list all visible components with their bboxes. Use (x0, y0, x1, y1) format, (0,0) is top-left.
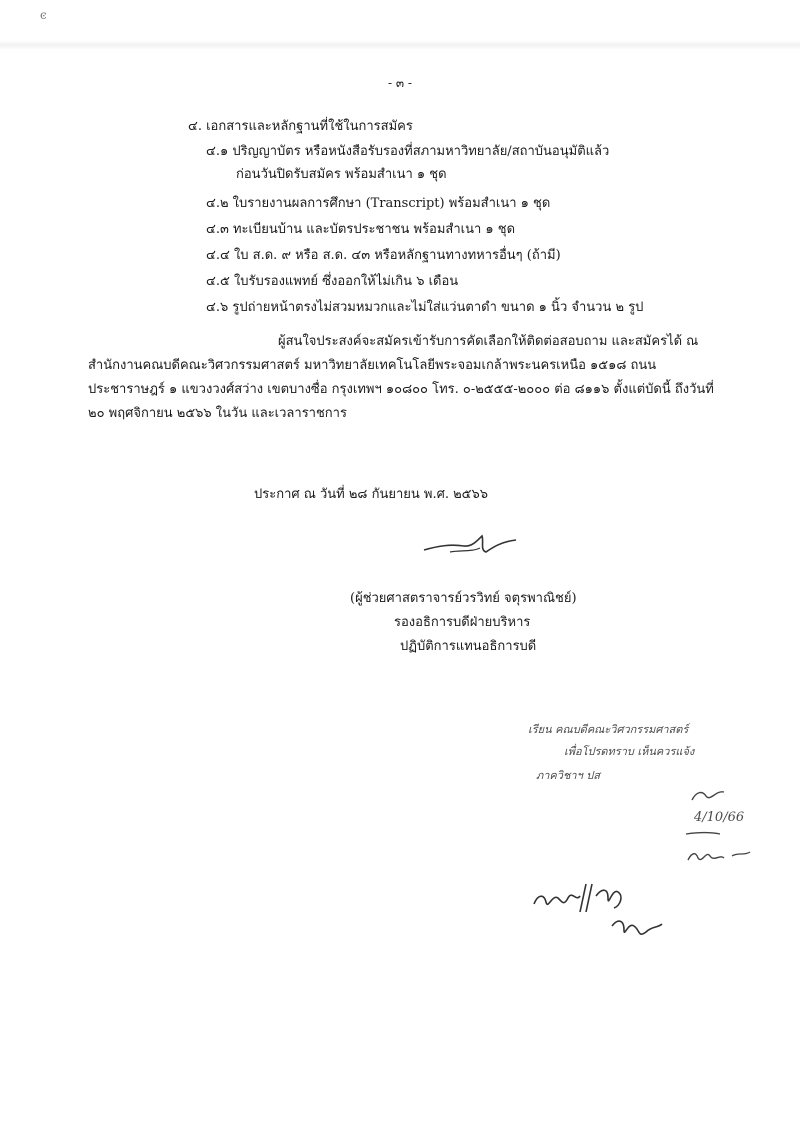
contact-paragraph: ผู้สนใจประสงค์จะสมัครเข้ารับการคัดเลือกให้ติดต่อสอบถาม และสมัครได้ ณ สำนักงานคณบดีคณะวิศวกรรมศาสตร์ มหาวิทยาลัยเทคโนโลยีพระจอมเกล้าพระนครเหนือ ๑๕๑๘ ถนนประชาราษฎร์ ๑ แขวงวงศ์สว่าง เขตบางซื่อ กรุงเทพฯ ๑๐๘๐๐ โทร. ๐-๒๕๕๕-๒๐๐๐ ต่อ ๘๑๑๖ ตั้งแต่บัดนี้ ถึงวันที่ ๒๐ พฤศจิกายน ๒๕๖๖ ในวัน และเวลาราชการ (88, 334, 714, 421)
list-item: ๔.๖ รูปถ่ายหน้าตรงไม่สวมหมวกและไม่ใส่แว่นตาดำ ขนาด ๑ นิ้ว จำนวน ๒ รูป (206, 300, 644, 315)
handwritten-note: ภาควิชาฯ ปส (536, 769, 600, 782)
list-item: ๔.๓ ทะเบียนบ้าน และบัตรประชาชน พร้อมสำเนา ๑ ชุด (206, 222, 516, 237)
section-heading: ๔. เอกสารและหลักฐานที่ใช้ในการสมัคร (188, 119, 413, 134)
signature (420, 528, 520, 564)
signatory-position: รองอธิการบดีฝ่ายบริหาร (394, 615, 531, 630)
handwritten-date: 4/10/66 (694, 810, 745, 825)
list-item-continuation: ก่อนวันปิดรับสมัคร พร้อมสำเนา ๑ ชุด (236, 167, 447, 182)
page-number: - ๓ - (388, 76, 412, 90)
corner-mark: ͼ (40, 8, 47, 22)
handwritten-initials (528, 876, 678, 956)
handwritten-signature (680, 826, 760, 870)
handwritten-initial (688, 784, 728, 810)
list-item: ๔.๕ ใบรับรองแพทย์ ซึ่งออกให้ไม่เกิน ๖ เดือน (206, 274, 459, 289)
list-item: ๔.๑ ปริญญาบัตร หรือหนังสือรับรองที่สภามหาวิทยาลัย/สถาบันอนุมัติแล้ว (206, 144, 610, 159)
announcement-date: ประกาศ ณ วันที่ ๒๘ กันยายน พ.ศ. ๒๕๖๖ (254, 487, 489, 502)
handwritten-initials-text (540, 880, 543, 881)
signatory-name: (ผู้ช่วยศาสตราจารย์วรวิทย์ จตุรพาณิชย์) (350, 591, 577, 606)
list-item: ๔.๔ ใบ ส.ด. ๙ หรือ ส.ด. ๔๓ หรือหลักฐานทางทหารอื่นๆ (ถ้ามี) (206, 248, 561, 263)
signatory-acting: ปฏิบัติการแทนอธิการบดี (400, 639, 537, 654)
handwritten-note: เพื่อโปรดทราบ เห็นควรแจ้ง (564, 745, 695, 758)
list-item: ๔.๒ ใบรายงานผลการศึกษา (Transcript) พร้อมสำเนา ๑ ชุด (206, 196, 551, 211)
scan-artifact (0, 40, 800, 50)
handwritten-note: เรียน คณบดีคณะวิศวกรรมศาสตร์ (528, 723, 689, 736)
